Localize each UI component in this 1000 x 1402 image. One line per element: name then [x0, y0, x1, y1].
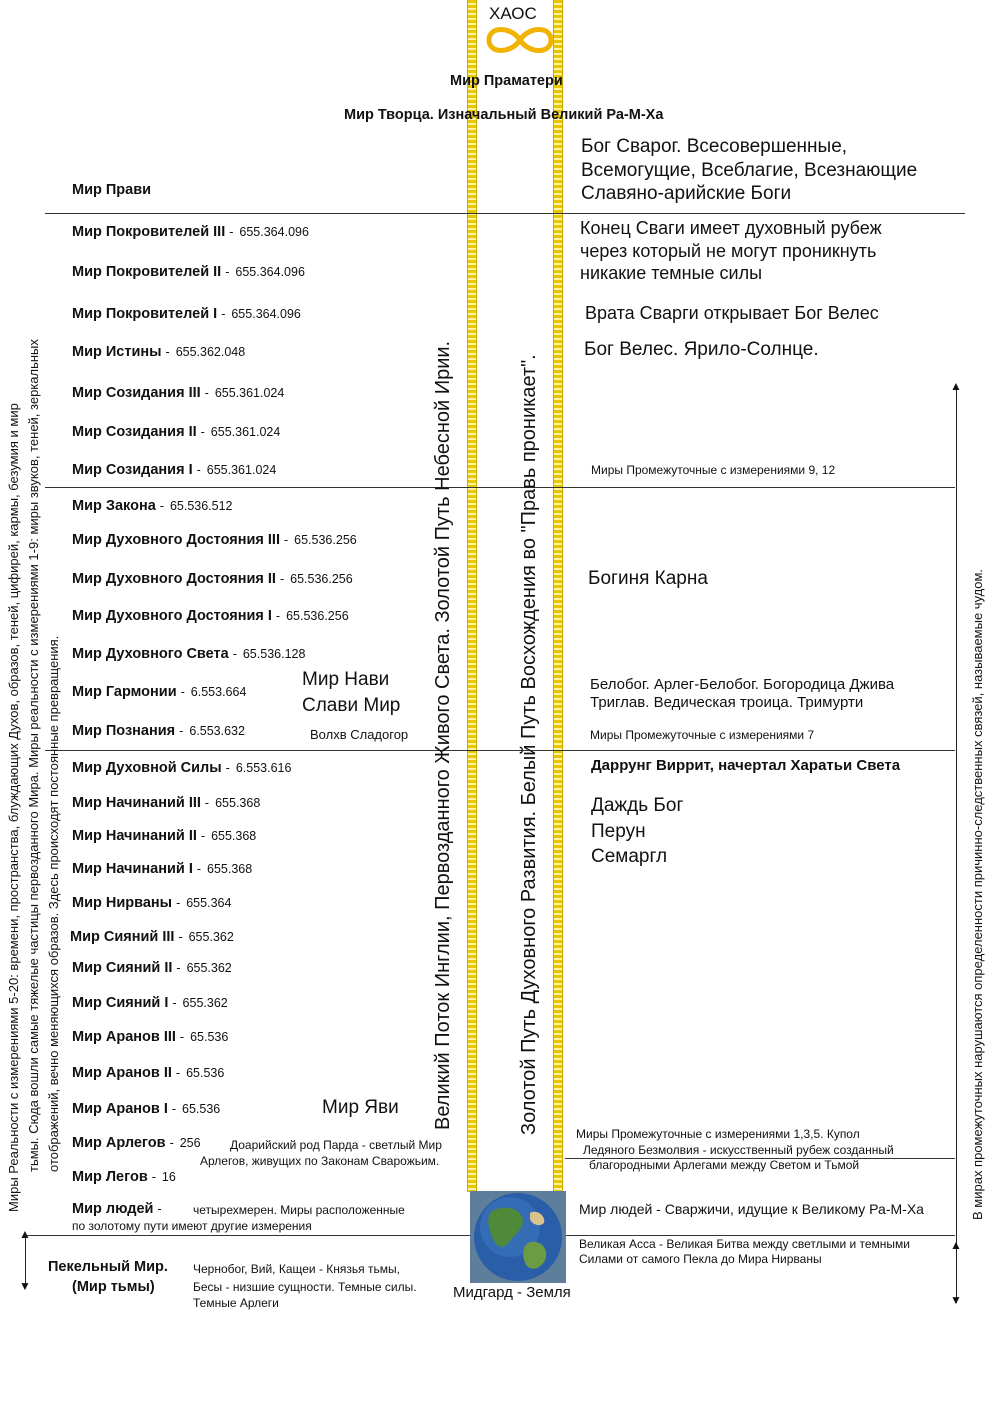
- world-entry: Мир Аранов I - 65.536: [72, 1101, 221, 1117]
- belobog-text-2: Триглав. Ведическая троица. Тримурти: [590, 694, 864, 711]
- midgard-caption: Мидгард - Земля: [453, 1284, 571, 1301]
- pekelny-title: Пекельный Мир.: [48, 1259, 168, 1275]
- pekelny-desc-2: Бесы - низшие сущности. Темные силы.: [193, 1280, 417, 1294]
- world-tvorets: Мир Творца. Изначальный Великий Ра-М-Ха: [344, 107, 664, 123]
- world-pramater: Мир Праматери: [450, 73, 563, 89]
- world-entry: Мир Духовной Силы - 6.553.616: [72, 760, 292, 776]
- vertical-text-left-column: Великий Поток Инглии, Первозданного Живого Света. Золотой Путь Небесной Ирии.: [432, 340, 454, 1130]
- world-entry: Мир Покровителей III - 655.364.096: [72, 224, 309, 240]
- vertical-text-right-side: В мирах промежуточных нарушаются определенности причинно-следственных связей, называемые чудом.: [970, 568, 985, 1220]
- world-entry: Мир Легов - 16: [72, 1169, 176, 1185]
- world-entry: Мир Гармонии - 6.553.664: [72, 684, 247, 700]
- svaga-text-2: через который не могут проникнуть: [580, 241, 877, 261]
- prom-135-text-1: Миры Промежуточные с измерениями 1,3,5. Купол: [576, 1127, 860, 1141]
- arrow-up-icon: ▲: [19, 1227, 31, 1241]
- darrung-text: Даррунг Виррит, начертал Харатьи Света: [591, 757, 901, 774]
- arlegi-note-2: Арлегов, живущих по Законам Сварожьим.: [200, 1154, 440, 1168]
- dazhd-bog-text: Даждь Бог: [591, 795, 684, 816]
- vertical-text-right-column: Золотой Путь Духовного Развития. Белый Путь Восхождения во "Правь проникает".: [518, 354, 540, 1135]
- world-entry: Мир Созидания III - 655.361.024: [72, 385, 285, 401]
- world-entry: Мир Покровителей II - 655.364.096: [72, 264, 305, 280]
- arrow-up-icon: ▲: [950, 379, 962, 393]
- assa-text-2: Силами от самого Пекла до Мира Нирваны: [579, 1252, 822, 1266]
- lyudi-note-1: четырехмерен. Миры расположенные: [193, 1203, 405, 1217]
- prom-7-text: Миры Промежуточные с измерениями 7: [590, 728, 815, 742]
- prom-912-text: Миры Промежуточные с измерениями 9, 12: [591, 463, 836, 477]
- vertical-text-left-side-2: тьмы. Сюда вошли самые тяжелые частицы первозданного Мира. Миры реальности с измерениями 1-9: миры звуков, теней, зеркальных: [26, 339, 41, 1172]
- golden-column-right: [553, 0, 563, 1192]
- pekelny-subtitle: (Мир тьмы): [72, 1279, 155, 1295]
- volhv-label: Волхв Сладогор: [310, 727, 409, 742]
- svarog-text-1: Бог Сварог. Всесовершенные,: [581, 136, 848, 157]
- svaga-text-3: никакие темные силы: [580, 263, 763, 283]
- chaos-title: ХАОС: [489, 4, 537, 23]
- world-entry: Мир Познания - 6.553.632: [72, 723, 245, 739]
- veles-text: Бог Велес. Ярило-Солнце.: [584, 339, 819, 360]
- arrow-down-icon: ▼: [950, 1293, 962, 1307]
- world-entry: Мир Духовного Достояния III - 65.536.256: [72, 532, 357, 548]
- world-entry: Мир Сияний III - 655.362: [70, 929, 234, 945]
- world-entry: Мир Сияний I - 655.362: [72, 995, 228, 1011]
- earth-globe-icon: [470, 1191, 566, 1283]
- world-entry: Мир Созидания II - 655.361.024: [72, 424, 281, 440]
- lyudi-note-2: по золотому пути имеют другие измерения: [72, 1219, 312, 1233]
- golden-column-left: [467, 0, 477, 1192]
- separator-line: [45, 487, 955, 488]
- svarog-text-3: Славяно-арийские Боги: [581, 183, 792, 204]
- semargl-text: Семаргл: [591, 846, 668, 867]
- world-lyudi: Мир людей -: [72, 1201, 162, 1217]
- world-pravi: Мир Прави: [72, 182, 152, 198]
- arlegi-note-1: Доарийский род Парда - светлый Мир: [230, 1138, 442, 1152]
- world-entry: Мир Сияний II - 655.362: [72, 960, 232, 976]
- pekelny-desc-3: Темные Арлеги: [193, 1296, 279, 1310]
- svaga-text-1: Конец Сваги имеет духовный рубеж: [580, 218, 882, 238]
- world-entry: Мир Закона - 65.536.512: [72, 498, 233, 514]
- world-entry: Мир Аранов II - 65.536: [72, 1065, 225, 1081]
- world-entry: Мир Духовного Достояния II - 65.536.256: [72, 571, 353, 587]
- world-entry: Мир Начинаний II - 655.368: [72, 828, 257, 844]
- world-entry: Мир Начинаний I - 655.368: [72, 861, 253, 877]
- arrow-down-icon: ▼: [19, 1279, 31, 1293]
- prom-135-text-2: Ледяного Безмолвия - искусственный рубеж созданный: [583, 1143, 894, 1157]
- separator-line: [565, 1235, 955, 1236]
- svarzhichi-text: Мир людей - Сваржичи, идущие к Великому Ра-М-Ха: [579, 1201, 924, 1217]
- vrata-text: Врата Сварги открывает Бог Велес: [585, 303, 879, 323]
- slavi-mir-label: Слави Мир: [302, 695, 401, 716]
- vertical-text-left-side-1: Миры Реальности с измерениями 5-20: времени, пространства, блуждающих Духов, образов, теней, цифирей, кармы, безумия и мир: [6, 403, 21, 1212]
- separator-line: [45, 213, 965, 214]
- world-arlegi: Мир Арлегов - 256: [72, 1135, 201, 1151]
- world-entry: Мир Духовного Света - 65.536.128: [72, 646, 306, 662]
- assa-text-1: Великая Асса - Великая Битва между светлыми и темными: [579, 1237, 911, 1251]
- karna-text: Богиня Карна: [588, 568, 708, 589]
- svarog-text-2: Всемогущие, Всеблагие, Всезнающие: [581, 160, 918, 181]
- separator-line: [25, 1235, 475, 1236]
- perun-text: Перун: [591, 821, 646, 842]
- belobog-text-1: Белобог. Арлег-Белобог. Богородица Джива: [590, 676, 895, 693]
- world-entry: Мир Покровителей I - 655.364.096: [72, 306, 301, 322]
- arrow-up-icon: ▲: [950, 1238, 962, 1252]
- infinity-icon: [483, 24, 557, 56]
- world-entry: Мир Аранов III - 65.536: [72, 1029, 229, 1045]
- world-entry: Мир Начинаний III - 655.368: [72, 795, 261, 811]
- mir-navi-label: Мир Нави: [302, 669, 390, 690]
- arrow-right-line: [956, 385, 957, 1303]
- world-entry: Мир Нирваны - 655.364: [72, 895, 232, 911]
- world-entry: Мир Созидания I - 655.361.024: [72, 462, 277, 478]
- world-entry: Мир Духовного Достояния I - 65.536.256: [72, 608, 349, 624]
- world-entry: Мир Истины - 655.362.048: [72, 344, 246, 360]
- separator-line: [45, 750, 955, 751]
- prom-135-text-3: благородными Арлегами между Светом и Тьмой: [589, 1158, 860, 1172]
- pekelny-desc-1: Чернобог, Вий, Кащеи - Князья тьмы,: [193, 1262, 400, 1276]
- vertical-text-left-side-3: отображений, вечно меняющихся образов. Здесь происходят постоянные превращения.: [46, 635, 61, 1172]
- mir-yavi-label: Мир Яви: [322, 1097, 399, 1118]
